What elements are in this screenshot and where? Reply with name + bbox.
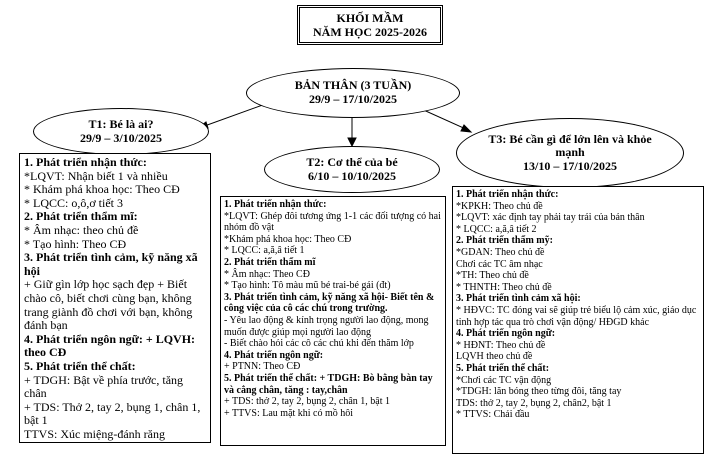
week2-line: *LQVT: Ghép đôi tương ứng 1-1 các đối tượng có hai nhóm đồ vật <box>224 210 441 234</box>
header-school-year: NĂM HỌC 2025-2026 <box>313 24 427 39</box>
header-title: KHỐI MẦM <box>336 11 404 25</box>
week3-oval <box>456 118 684 188</box>
week1-line: 5. Phát triển thể chất: <box>24 358 136 373</box>
week3-content-box <box>452 186 704 454</box>
week3-line: *LQVT: xác định tay phải tay trái của bản thân <box>456 212 645 224</box>
week2-oval <box>264 146 440 193</box>
week1-line: + TDS: Thở 2, tay 2, bụng 1, chân 1, bật 1 <box>24 399 201 428</box>
week2-line: + TDS: thở 2, tay 2, bụng 2, chân 1, bật 1 <box>224 396 391 408</box>
week3-line: *TDGH: lăn bóng theo từng đôi, tăng tay <box>456 386 622 398</box>
week3-dates: 13/10 – 17/10/2025 <box>522 158 617 173</box>
week1-dates: 29/9 – 3/10/2025 <box>79 130 162 145</box>
week3-line: 2. Phát triển thẩm mỹ: <box>456 235 553 247</box>
week3-line: LQVH theo chủ đề <box>456 351 533 363</box>
week1-line: * LQCC: o,ô,ơ tiết 3 <box>24 195 124 210</box>
center-theme-title: BẢN THÂN (3 TUẦN) <box>294 78 412 93</box>
week2-title: T2: Cơ thể của bé <box>306 154 398 169</box>
week3-line: * THNTH: Theo chủ đề <box>456 281 552 293</box>
week1-line: * Tạo hình: Theo CĐ <box>24 236 127 251</box>
week3-line: 4. Phát triển ngôn ngữ: <box>456 328 556 340</box>
arrow-to-t2-head <box>348 138 356 146</box>
week2-line: 3. Phát triển tình cảm, kỹ năng xã hội- Biết tên & công việc của cô các chú trong trường. <box>224 291 435 315</box>
week3-line: Chơi các TC âm nhạc <box>456 258 543 270</box>
week3-line: * HĐNT: Theo chủ đề <box>456 339 546 351</box>
center-theme-dates: 29/9 – 17/10/2025 <box>308 92 397 106</box>
week2-line: 4. Phát triển ngôn ngữ: <box>224 349 324 361</box>
center-theme-oval <box>246 68 460 118</box>
week1-line: * Âm nhạc: theo chủ đề <box>24 222 139 237</box>
week2-line: *Khám phá khoa học: Theo CĐ <box>224 233 352 245</box>
week3-line: *TH: Theo chủ đề <box>456 270 529 282</box>
week1-line: 4. Phát triển ngôn ngữ: + LQVH: theo CĐ <box>24 331 196 360</box>
week3-line: TDS: thở 2, tay 2, bụng 2, chân2, bật 1 <box>456 397 612 409</box>
week1-line: + TDGH: Bật về phía trước, tăng chân <box>24 372 184 401</box>
week1-title: T1: Bé là ai? <box>88 116 154 131</box>
week2-line: * LQCC: a,ă,â tiết 1 <box>224 245 305 257</box>
week3-line: * TTVS: Chải đầu <box>456 409 530 421</box>
week1-line: 2. Phát triển thẩm mĩ: <box>24 209 138 224</box>
week1-line: *LQVT: Nhận biết 1 và nhiều <box>24 168 168 183</box>
week2-line: 1. Phát triển nhận thức: <box>224 199 327 210</box>
week2-dates: 6/10 – 10/10/2025 <box>307 168 396 183</box>
week1-line: 3. Phát triển tình cảm, kỹ năng xã hội <box>24 250 198 278</box>
header-box <box>297 5 443 45</box>
week3-line: 5. Phát triển thể chất: <box>456 362 550 374</box>
week1-line: + Giữ gìn lớp học sạch đẹp + Biết chào cô, biết chơi cùng bạn, không trang giành đồ chơi với bạn, không đánh bạn <box>24 277 193 333</box>
week1-content-box <box>19 153 211 443</box>
week2-line: 2. Phát triển thẩm mĩ <box>224 256 316 268</box>
week1-line: TTVS: Xúc miệng-đánh răng <box>24 426 165 441</box>
week2-line: * Âm nhạc: Theo CĐ <box>224 268 310 280</box>
week2-line: - Biết chào hỏi các cô các chú khi đến thăm lớp <box>224 338 414 350</box>
week3-line: 3. Phát triển tình cảm xã hội: <box>456 293 581 305</box>
week2-line: + TTVS: Lau mặt khi có mồ hôi <box>224 407 354 419</box>
week3-line: * LQCC: a,ă,â tiết 2 <box>456 223 537 235</box>
week2-line: * Tạo hình: Tô màu mũ bé trai-bé gái (đt) <box>224 280 391 292</box>
arrow-to-t3-head <box>461 125 471 132</box>
week2-content-box <box>220 196 446 446</box>
week3-title: T3: Bé cần gì để lớn lên và khỏe mạnh <box>488 131 652 160</box>
week2-line: - Yêu lao động & kính trọng người lao động, mong muốn được giúp mọi người lao động <box>224 314 429 338</box>
week3-line: *Chơi các TC vận động <box>456 374 552 386</box>
week1-oval <box>33 108 209 155</box>
week3-line: *GDAN: Theo chủ đề <box>456 246 545 258</box>
week2-line: + PTNN: Theo CĐ <box>224 361 301 373</box>
week3-line: *KPKH: Theo chủ đề <box>456 200 543 212</box>
week1-line: 1. Phát triển nhận thức: <box>24 155 147 169</box>
week2-line: 5. Phát triển thể chất: + TDGH: Bò bằng bàn tay và cẳng chân, tăng : tay,chân <box>224 372 433 396</box>
week3-line: * HĐVC: TC đóng vai sẽ giúp trẻ biểu lộ cảm xúc, giáo dục tinh hợp tác qua trò chơi vận động/ HĐGD khác <box>456 304 697 328</box>
week3-line: 1. Phát triển nhận thức: <box>456 189 559 200</box>
week1-line: * Khám phá khoa học: Theo CĐ <box>24 182 180 197</box>
